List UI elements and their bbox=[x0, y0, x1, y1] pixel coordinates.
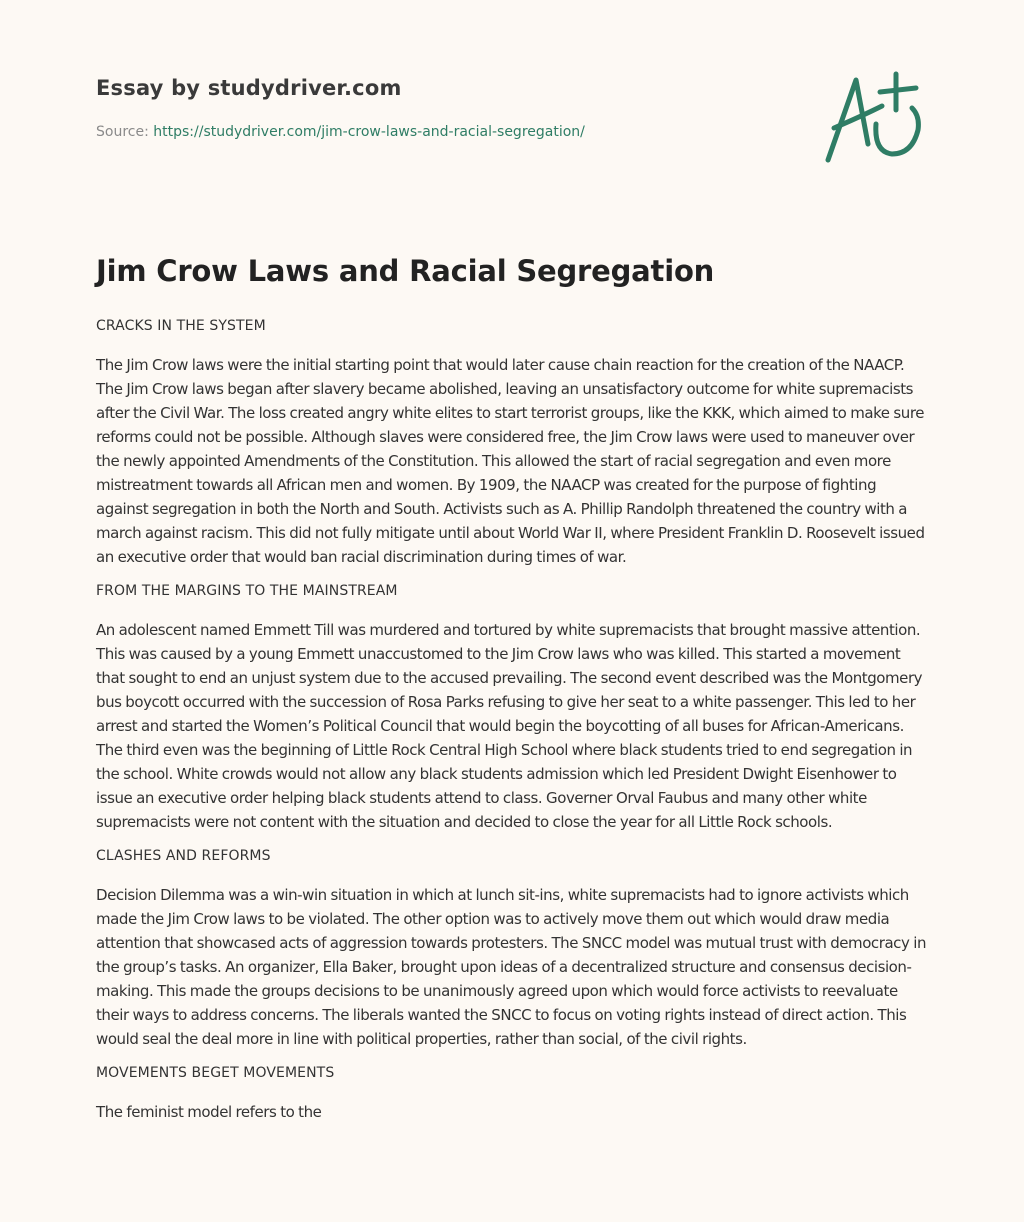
essay-title: Jim Crow Laws and Racial Segregation bbox=[96, 254, 715, 288]
section-paragraph: The feminist model refers to the bbox=[96, 1103, 322, 1121]
section-paragraph: Decision Dilemma was a win-win situation in which at lunch sit-ins, white supremacists had to ignore activists which made the Jim Crow laws to be violated. The other option was to actively move them out which would draw media attention that showcased acts of aggression towards protesters. The SNCC model was mutual trust with democracy in the group’s tasks. An organizer, Ella Baker, brought upon ideas of a decentralized structure and consensus decision-making. This made the groups decisions to be unanimously agreed upon which would force activists to reevaluate their ways to address concerns. The liberals wanted the SNCC to focus on voting rights instead of direct action. This would seal the deal more in line with political properties, rather than social, of the civil rights. bbox=[96, 886, 927, 1048]
section-paragraph: An adolescent named Emmett Till was murdered and tortured by white supremacists that brought massive attention. This was caused by a young Emmett unaccustomed to the Jim Crow laws who was killed. This started a movement that sought to end an unjust system due to the accused prevailing. The second event described was the Montgomery bus boycott occurred with the succession of Rosa Parks refusing to give her seat to a white passenger. This led to her arrest and started the Women’s Political Council that would begin the boycotting of all buses for African-Americans. The third even was the beginning of Little Rock Central High School where black students tried to end segregation in the school. White crowds would not allow any black students admission which led President Dwight Eisenhower to issue an executive order helping black students attend to class. Governer Orval Faubus and many other white supremacists were not content with the situation and decided to close the year for all Little Rock schools. bbox=[96, 621, 923, 831]
source-line bbox=[96, 124, 585, 140]
section-heading: FROM THE MARGINS TO THE MAINSTREAM bbox=[96, 583, 398, 599]
section-paragraph: The Jim Crow laws were the initial starting point that would later cause chain reaction for the creation of the NAACP. The Jim Crow laws began after slavery became abolished, leaving an unsatisfactory outcome for white supremacists after the Civil War. The loss created angry white elites to start terrorist groups, like the KKK, which aimed to make sure reforms could not be possible. Although slaves were considered free, the Jim Crow laws were used to maneuver over the newly appointed Amendments of the Constitution. This allowed the start of racial segregation and even more mistreatment towards all African men and women. By 1909, the NAACP was created for the purpose of fighting against segregation in both the North and South. Activists such as A. Phillip Randolph threatened the country with a march against racism. This did not fully mitigate until about World War II, where President Franklin D. Roosevelt issued an executive order that would ban racial discrimination during times of war. bbox=[96, 356, 925, 566]
essay-body bbox=[96, 316, 932, 1136]
section-heading: CLASHES AND REFORMS bbox=[96, 848, 271, 864]
source-link[interactable]: https://studydriver.com/jim-crow-laws-and-racial-segregation/ bbox=[153, 124, 585, 140]
source-label: Source: bbox=[96, 124, 154, 140]
site-brand: Essay by studydriver.com bbox=[96, 76, 402, 100]
section-heading: MOVEMENTS BEGET MOVEMENTS bbox=[96, 1065, 335, 1081]
a-plus-icon bbox=[820, 66, 930, 166]
section-heading: CRACKS IN THE SYSTEM bbox=[96, 318, 266, 334]
